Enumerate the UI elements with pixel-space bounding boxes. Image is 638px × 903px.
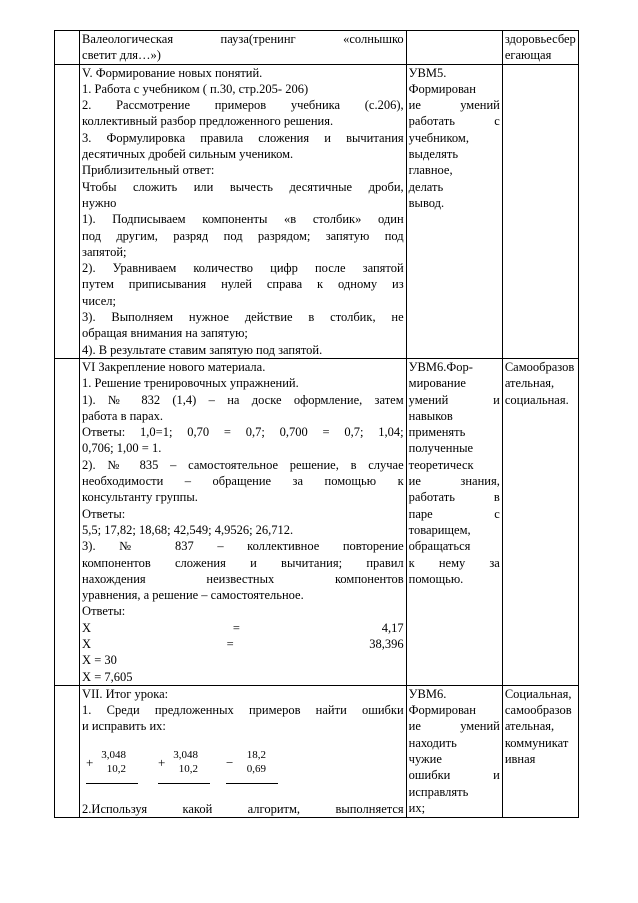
stage-line: уравнения, а решение – самостоятельное.: [82, 588, 304, 603]
method-line: выделять: [408, 147, 459, 162]
method-line: применять: [408, 425, 466, 440]
method-line: ие знания,: [408, 474, 500, 489]
table-row: [55, 685, 579, 817]
method-line: чужие: [408, 752, 442, 767]
operation-sign: +: [158, 754, 166, 770]
stage-line: светит для…»): [82, 48, 161, 63]
stage-line: чисел;: [82, 293, 116, 308]
answer-line: X = 7,605: [82, 669, 133, 684]
stage-line: 0,706; 1,00 = 1.: [82, 441, 162, 456]
competence-line: егающая: [504, 48, 552, 63]
method-line: Формирован: [408, 81, 476, 96]
competence-line: ательная,: [504, 376, 555, 391]
answer-line: X = 38,396: [82, 636, 404, 651]
method-line: их;: [408, 800, 426, 815]
method-line: ие умений: [408, 719, 500, 734]
stage-line: 2). № 835 – самостоятельное решение, в случае: [82, 457, 404, 472]
method-line: работать с: [408, 114, 500, 129]
table-row: [55, 31, 579, 65]
method-line: делать: [408, 179, 444, 194]
answer-line: X = 30: [82, 653, 117, 668]
stage-line: Ответы: 1,0=1; 0,70 = 0,7; 0,700 = 0,7; 1,04;: [82, 425, 404, 440]
method-line: вывод.: [408, 195, 445, 210]
competence-line: коммуникат: [504, 735, 569, 750]
stage-line: 3). № 837 – коллективное повторение: [82, 539, 404, 554]
stage-line: 1. Среди предложенных примеров найти ошибки: [82, 703, 404, 718]
stage-cell: [80, 358, 407, 685]
column-example: [226, 749, 278, 789]
stage-cell: [80, 64, 407, 358]
stage-line: компонентов сложения и вычитания; правил: [82, 555, 404, 570]
competence-cell: [502, 64, 578, 358]
method-line: теоретическ: [408, 457, 474, 472]
method-line: УВМ6.Фор-: [408, 359, 473, 374]
competence-cell: [502, 685, 578, 817]
competence-line: здоровьесбер: [504, 32, 576, 46]
stage-line: нахождения неизвестных компонентов: [82, 571, 404, 586]
stage-line: Приблизительный ответ:: [82, 163, 215, 178]
operand: 3,048: [173, 748, 199, 761]
stage-line: 3). Выполняем нужное действие в столбик, не: [82, 310, 404, 325]
stage-line: 4). В результате ставим запятую под запятой.: [82, 342, 323, 357]
stage-line: Ответы:: [82, 506, 126, 521]
stage-heading: V. Формирование новых понятий.: [82, 65, 263, 80]
stage-line: запятой;: [82, 244, 127, 259]
method-line: исправлять: [408, 784, 469, 799]
method-line: обращаться: [408, 539, 471, 554]
operand: 10,2: [106, 762, 127, 775]
stage-line: обращая внимания на запятую;: [82, 326, 248, 341]
result-bar: [86, 783, 138, 784]
number-cell: [55, 358, 80, 685]
method-line: умений и: [408, 392, 500, 407]
competence-line: Самообразов: [504, 359, 575, 374]
competence-line: ательная,: [504, 719, 555, 734]
stage-line: путем приписывания нулей справа к одному из: [82, 277, 404, 292]
stage-line: 1). Подписываем компоненты «в столбик» один: [82, 212, 404, 227]
stage-heading: VII. Итог урока:: [82, 686, 169, 701]
method-line: товарищем,: [408, 522, 471, 537]
operation-sign: +: [86, 754, 94, 770]
number-cell: [55, 64, 80, 358]
competence-line: самообразов: [504, 703, 572, 718]
method-line: УВМ5.: [408, 65, 447, 80]
stage-heading: VI Закрепление нового материала.: [82, 359, 266, 374]
competence-cell: [502, 31, 578, 65]
competence-line: социальная.: [504, 392, 569, 407]
stage-line: консультанту группы.: [82, 490, 198, 505]
method-line: работать в: [408, 490, 500, 505]
answer-line: X = 4,17: [82, 620, 404, 635]
method-cell: [406, 31, 502, 65]
stage-line: 2.Используя какой алгоритм, выполняется: [82, 801, 404, 816]
method-line: паре с: [408, 506, 500, 521]
method-line: учебником,: [408, 130, 469, 145]
stage-line: десятичных дробей сильным учеником.: [82, 147, 294, 162]
stage-line: 2. Рассмотрение примеров учебника (с.206),: [82, 98, 404, 113]
method-cell: [406, 685, 502, 817]
stage-line: работа в парах.: [82, 408, 164, 423]
number-cell: [55, 31, 80, 65]
method-line: Формирован: [408, 703, 476, 718]
stage-cell: [80, 685, 407, 817]
stage-line: 3. Формулировка правила сложения и вычитания: [82, 130, 404, 145]
stage-line: Ответы:: [82, 604, 126, 619]
table-row: [55, 64, 579, 358]
method-line: мирование: [408, 376, 466, 391]
competence-cell: [502, 358, 578, 685]
stage-line: нужно: [82, 195, 117, 210]
method-line: навыков: [408, 408, 453, 423]
operand: 18,2: [246, 748, 267, 761]
method-cell: [406, 358, 502, 685]
stage-line: 2). Уравниваем количество цифр после запятой: [82, 261, 404, 276]
operand: 3,048: [101, 748, 127, 761]
operation-sign: −: [226, 754, 234, 770]
competence-line: Социальная,: [504, 686, 572, 701]
stage-line: под другим, разряд под разрядом; запятую под: [82, 228, 404, 243]
stage-line: и исправить их:: [82, 719, 166, 734]
operand: 10,2: [178, 762, 199, 775]
result-bar: [158, 783, 210, 784]
table-row: [55, 358, 579, 685]
competence-line: ивная: [504, 752, 536, 767]
method-line: ошибки и: [408, 768, 500, 783]
stage-line: необходимости – обращение за помощью к: [82, 474, 404, 489]
stage-line: 5,5; 17,82; 18,68; 42,549; 4,9526; 26,712.: [82, 522, 294, 537]
column-example: [86, 749, 138, 789]
stage-line: 1). № 832 (1,4) – на доске оформление, затем: [82, 392, 404, 407]
stage-line: 1. Решение тренировочных упражнений.: [82, 376, 299, 391]
stage-line: коллективный разбор предложенного решения.: [82, 114, 334, 129]
method-line: полученные: [408, 441, 474, 456]
method-line: помощью.: [408, 571, 464, 586]
column-example: [158, 749, 210, 789]
method-line: главное,: [408, 163, 453, 178]
stage-line: Валеологическая пауза(тренинг «солнышко: [82, 32, 404, 46]
method-line: находить: [408, 735, 457, 750]
method-line: ие умений: [408, 98, 500, 113]
operand: 0,69: [246, 762, 267, 775]
method-line: УВМ6.: [408, 686, 447, 701]
stage-line: Чтобы сложить или вычесть десятичные дроби,: [82, 179, 404, 194]
method-cell: [406, 64, 502, 358]
stage-line: 1. Работа с учебником ( п.30, стр.205- 206): [82, 81, 309, 96]
error-examples: [82, 749, 404, 793]
method-line: к нему за: [408, 555, 500, 570]
stage-cell: [80, 31, 407, 65]
lesson-plan-table: [54, 30, 579, 818]
result-bar: [226, 783, 278, 784]
number-cell: [55, 685, 80, 817]
